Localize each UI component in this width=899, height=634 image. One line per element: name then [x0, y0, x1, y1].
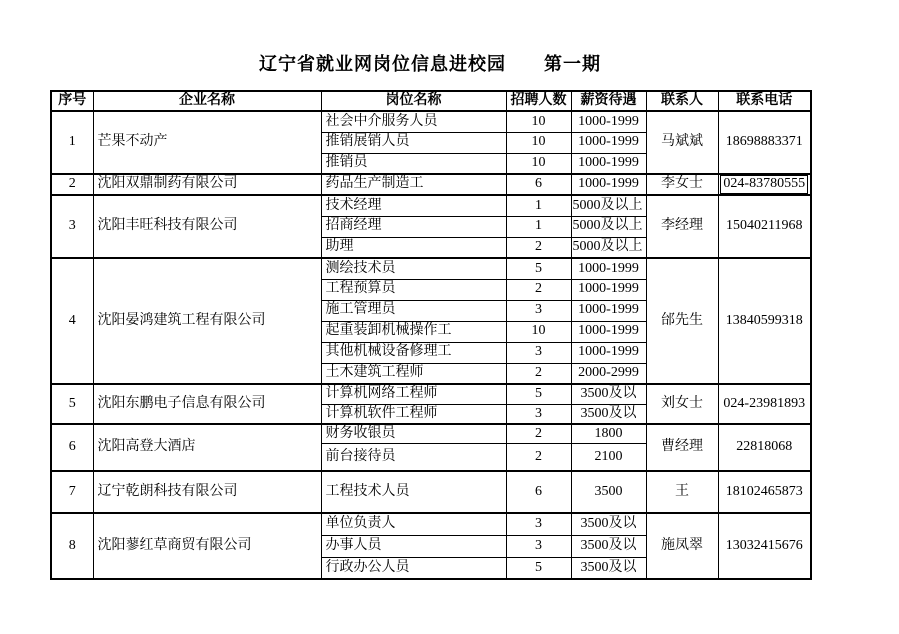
serial-cell: 1 [51, 111, 93, 174]
phone-cell: 13840599318 [718, 258, 811, 384]
position-cell: 推销展销人员 [321, 132, 506, 153]
job-table [50, 90, 812, 580]
contact-cell: 马斌斌 [646, 111, 718, 174]
salary-cell: 1000-1999 [571, 342, 646, 363]
count-cell: 10 [506, 132, 571, 153]
contact-cell: 施凤翠 [646, 513, 718, 579]
serial-cell: 6 [51, 424, 93, 471]
phone-cell: 024-23981893 [718, 384, 811, 424]
position-cell: 财务收银员 [321, 424, 506, 443]
position-cell: 办事人员 [321, 535, 506, 557]
count-cell: 3 [506, 513, 571, 535]
salary-cell: 1800 [571, 424, 646, 443]
count-cell: 6 [506, 174, 571, 195]
count-cell: 3 [506, 535, 571, 557]
company-name-cell: 沈阳高登大酒店 [93, 424, 321, 471]
phone-cell [718, 174, 811, 195]
salary-cell: 3500及以 [571, 404, 646, 424]
document-title: 辽宁省就业网岗位信息进校园 第一期 [259, 54, 601, 74]
salary-cell: 1000-1999 [571, 321, 646, 342]
position-cell: 助理 [321, 237, 506, 258]
count-cell: 6 [506, 471, 571, 513]
count-cell: 2 [506, 363, 571, 384]
company-name-cell: 沈阳蓼红草商贸有限公司 [93, 513, 321, 579]
salary-cell: 5000及以上 [571, 216, 646, 237]
table-row [51, 471, 811, 513]
contact-cell: 李女士 [646, 174, 718, 195]
salary-cell: 3500及以 [571, 513, 646, 535]
company-name-cell: 沈阳丰旺科技有限公司 [93, 195, 321, 258]
salary-cell: 5000及以上 [571, 237, 646, 258]
phone-edit-box[interactable]: 024-83780555 [720, 175, 808, 193]
count-cell: 1 [506, 195, 571, 216]
position-cell: 行政办公人员 [321, 557, 506, 579]
count-cell: 5 [506, 258, 571, 279]
count-cell: 5 [506, 557, 571, 579]
salary-cell: 3500及以 [571, 384, 646, 404]
table-row [51, 258, 811, 279]
salary-cell: 1000-1999 [571, 258, 646, 279]
table-row [51, 424, 811, 443]
count-cell: 1 [506, 216, 571, 237]
header-row [51, 91, 811, 111]
position-cell: 测绘技术员 [321, 258, 506, 279]
position-cell: 前台接待员 [321, 443, 506, 471]
position-cell: 工程预算员 [321, 279, 506, 300]
count-cell: 10 [506, 321, 571, 342]
col-header-serial: 序号 [51, 91, 93, 111]
table-row [51, 111, 811, 132]
salary-cell: 3500及以 [571, 535, 646, 557]
table-row [51, 195, 811, 216]
serial-cell: 8 [51, 513, 93, 579]
count-cell: 3 [506, 300, 571, 321]
position-cell: 技术经理 [321, 195, 506, 216]
count-cell: 2 [506, 424, 571, 443]
salary-cell: 1000-1999 [571, 174, 646, 195]
company-name-cell: 芒果不动产 [93, 111, 321, 174]
company-name-cell: 沈阳晏鸿建筑工程有限公司 [93, 258, 321, 384]
table-row [51, 174, 811, 195]
salary-cell: 1000-1999 [571, 279, 646, 300]
salary-cell: 1000-1999 [571, 111, 646, 132]
company-name-cell: 沈阳东鹏电子信息有限公司 [93, 384, 321, 424]
contact-cell: 李经理 [646, 195, 718, 258]
count-cell: 2 [506, 443, 571, 471]
salary-cell: 2100 [571, 443, 646, 471]
salary-cell: 3500 [571, 471, 646, 513]
position-cell: 施工管理员 [321, 300, 506, 321]
salary-cell: 5000及以上 [571, 195, 646, 216]
count-cell: 10 [506, 153, 571, 174]
position-cell: 招商经理 [321, 216, 506, 237]
contact-cell: 曹经理 [646, 424, 718, 471]
serial-cell: 4 [51, 258, 93, 384]
company-name-cell: 辽宁乾朗科技有限公司 [93, 471, 321, 513]
position-cell: 计算机软件工程师 [321, 404, 506, 424]
salary-cell: 3500及以 [571, 557, 646, 579]
phone-cell: 18698883371 [718, 111, 811, 174]
serial-cell: 3 [51, 195, 93, 258]
contact-cell: 刘女士 [646, 384, 718, 424]
col-header-position: 岗位名称 [321, 91, 506, 111]
position-cell: 社会中介服务人员 [321, 111, 506, 132]
position-cell: 工程技术人员 [321, 471, 506, 513]
salary-cell: 1000-1999 [571, 132, 646, 153]
salary-cell: 2000-2999 [571, 363, 646, 384]
position-cell: 推销员 [321, 153, 506, 174]
position-cell: 药品生产制造工 [321, 174, 506, 195]
count-cell: 2 [506, 237, 571, 258]
salary-cell: 1000-1999 [571, 153, 646, 174]
count-cell: 10 [506, 111, 571, 132]
position-cell: 土木建筑工程师 [321, 363, 506, 384]
count-cell: 5 [506, 384, 571, 404]
serial-cell: 2 [51, 174, 93, 195]
position-cell: 起重装卸机械操作工 [321, 321, 506, 342]
contact-cell: 邰先生 [646, 258, 718, 384]
position-cell: 计算机网络工程师 [321, 384, 506, 404]
phone-cell: 22818068 [718, 424, 811, 471]
table-row [51, 513, 811, 535]
col-header-company: 企业名称 [93, 91, 321, 111]
table-row [51, 384, 811, 404]
position-cell: 单位负责人 [321, 513, 506, 535]
count-cell: 3 [506, 342, 571, 363]
salary-cell: 1000-1999 [571, 300, 646, 321]
count-cell: 3 [506, 404, 571, 424]
phone-cell: 13032415676 [718, 513, 811, 579]
col-header-count: 招聘人数 [506, 91, 571, 111]
col-header-phone: 联系电话 [718, 91, 811, 111]
company-name-cell: 沈阳双鼎制药有限公司 [93, 174, 321, 195]
contact-cell: 王 [646, 471, 718, 513]
phone-cell: 15040211968 [718, 195, 811, 258]
position-cell: 其他机械设备修理工 [321, 342, 506, 363]
col-header-contact: 联系人 [646, 91, 718, 111]
serial-cell: 7 [51, 471, 93, 513]
phone-cell: 18102465873 [718, 471, 811, 513]
serial-cell: 5 [51, 384, 93, 424]
count-cell: 2 [506, 279, 571, 300]
col-header-salary: 薪资待遇 [571, 91, 646, 111]
